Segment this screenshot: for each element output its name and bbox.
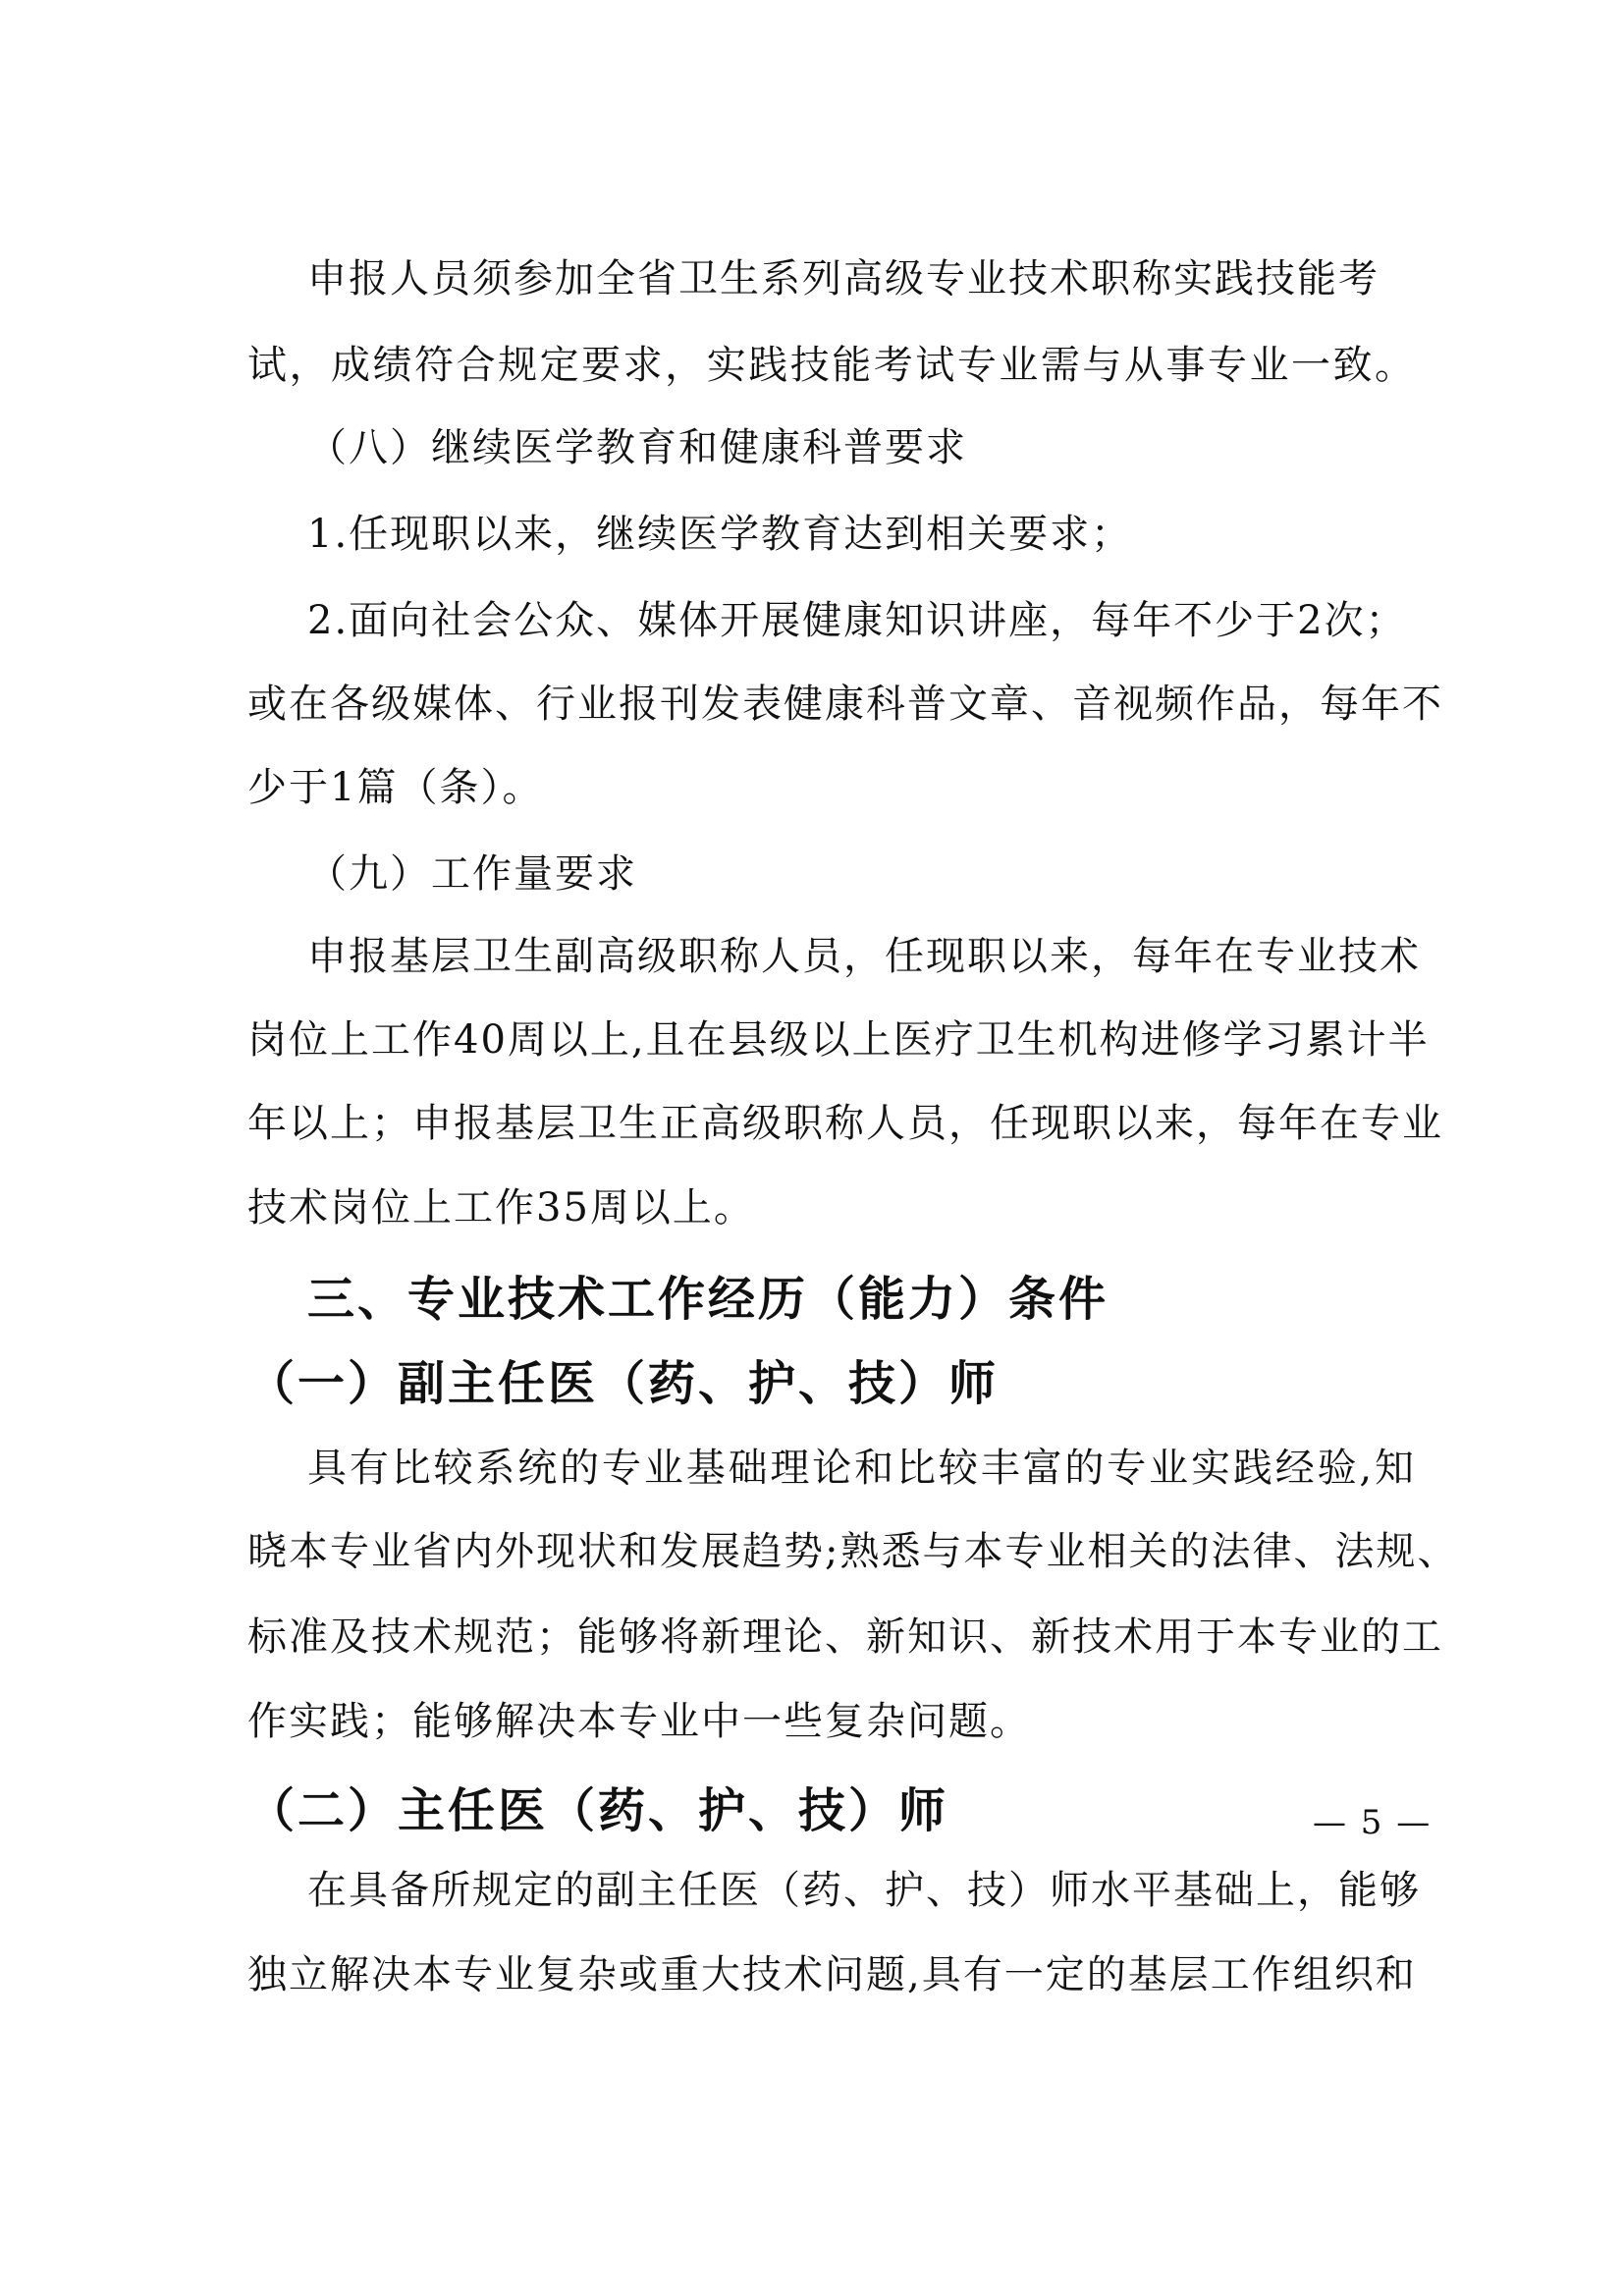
paragraph-line: 岗位上工作40周以上,且在县级以上医疗卫生机构进修学习累计半 [247, 1017, 1430, 1063]
paragraph-line: 1.任现职以来，继续医学教育达到相关要求； [307, 512, 1133, 557]
paragraph-line: 年以上；申报基层卫生正高级职称人员，任现职以来，每年在专业 [247, 1101, 1443, 1146]
paragraph-line: 作实践；能够解决本专业中一些复杂问题。 [247, 1699, 1031, 1744]
paragraph-line: 2.面向社会公众、媒体开展健康知识讲座，每年不少于2次； [307, 598, 1407, 643]
paragraph-line: 申报基层卫生副高级职称人员，任现职以来，每年在专业技术 [307, 934, 1421, 979]
page-number: — 5 — [1313, 1803, 1433, 1842]
paragraph-line: 标准及技术规范；能够将新理论、新知识、新技术用于本专业的工 [247, 1614, 1443, 1660]
paragraph-line: 独立解决本专业复杂或重大技术问题,具有一定的基层工作组织和 [247, 1952, 1417, 1997]
paragraph-line: 试，成绩符合规定要求，实践技能考试专业需与从事专业一致。 [247, 343, 1416, 388]
section-heading: （九）工作量要求 [307, 851, 637, 897]
subsection-heading: （一）副主任医（药、护、技）师 [247, 1356, 1000, 1411]
paragraph-line: 晓本专业省内外现状和发展趋势;熟悉与本专业相关的法律、法规、 [247, 1529, 1459, 1574]
paragraph-line: 申报人员须参加全省卫生系列高级专业技术职称实践技能考 [307, 256, 1380, 301]
main-section-heading: 三、专业技术工作经历（能力）条件 [307, 1272, 1109, 1327]
paragraph-line: 或在各级媒体、行业报刊发表健康科普文章、音视频作品，每年不 [247, 682, 1443, 727]
paragraph-line: 少于1篇（条）。 [247, 765, 544, 810]
paragraph-line: 具有比较系统的专业基础理论和比较丰富的专业实践经验,知 [307, 1446, 1416, 1491]
paragraph-line: 在具备所规定的副主任医（药、护、技）师水平基础上，能够 [307, 1868, 1421, 1913]
subsection-heading: （二）主任医（药、护、技）师 [247, 1783, 949, 1838]
section-heading: （八）继续医学教育和健康科普要求 [307, 425, 967, 470]
paragraph-line: 技术岗位上工作35周以上。 [247, 1185, 755, 1230]
